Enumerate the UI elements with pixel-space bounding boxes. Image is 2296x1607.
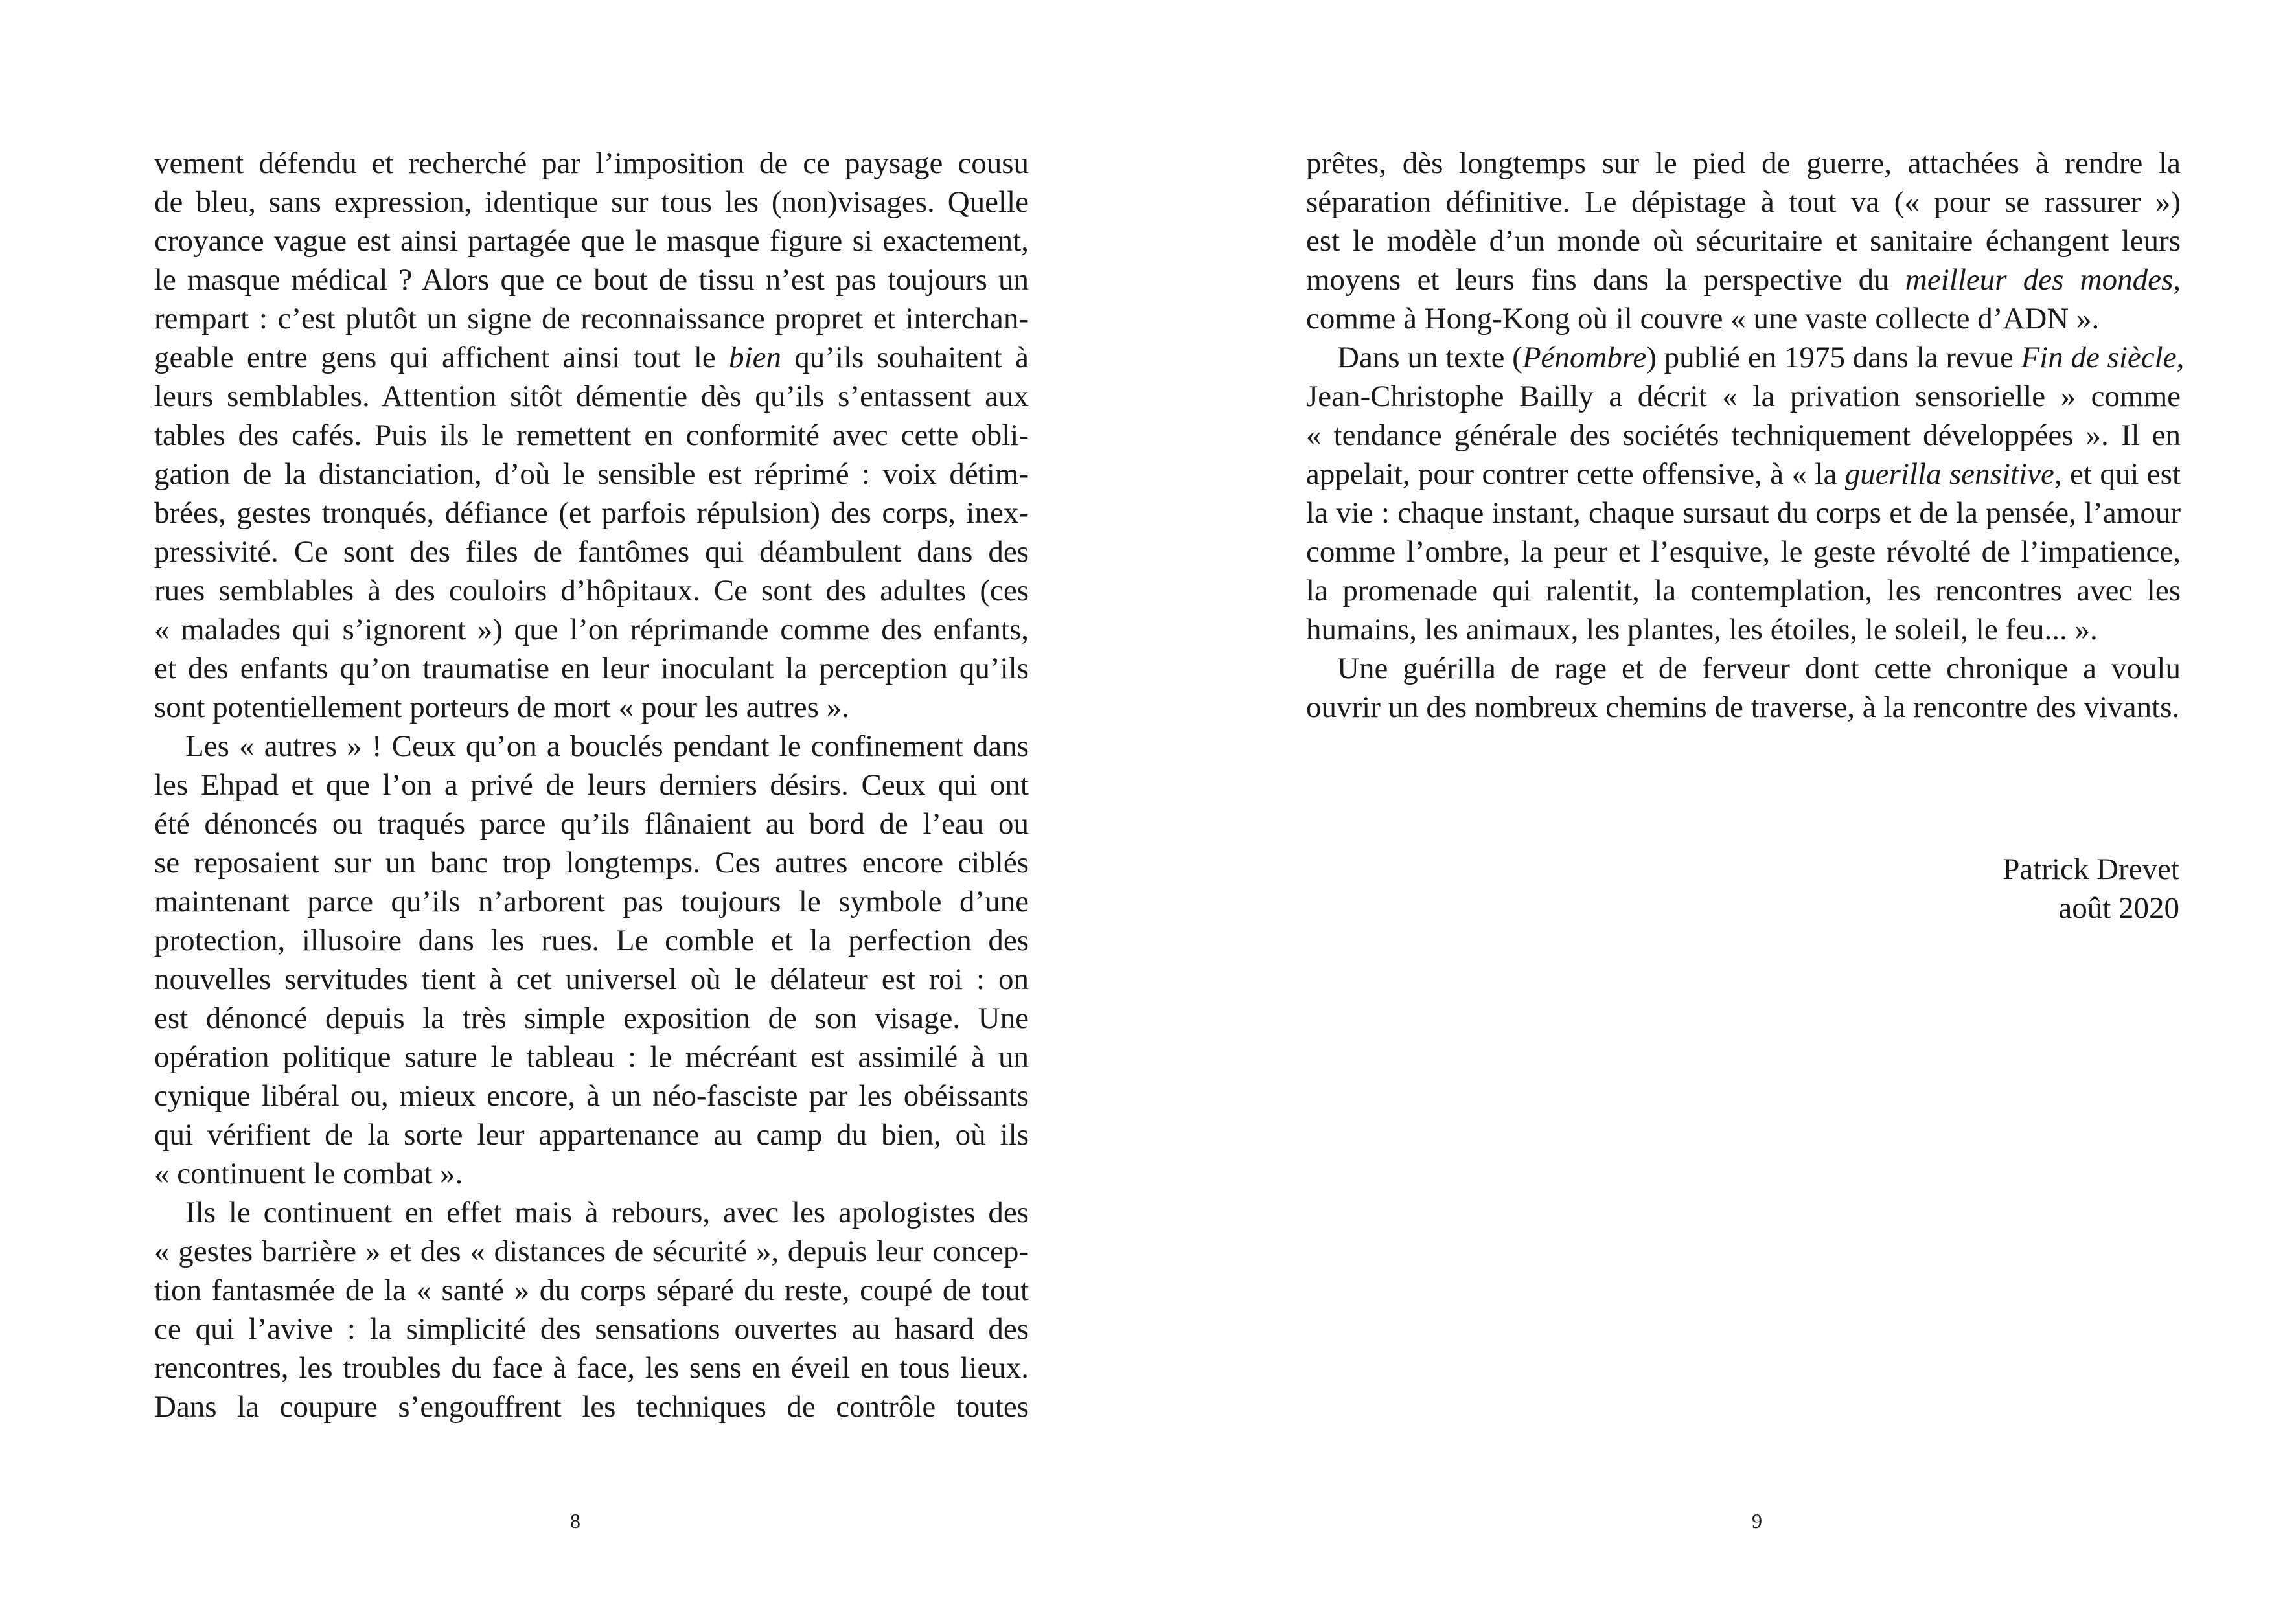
paragraph	[1306, 338, 2185, 649]
text-line: se reposaient sur un banc trop longtemps. Ces autres encore ciblés	[154, 846, 1029, 880]
text-line: moyens et leurs fins dans la perspective du meilleur des mondes,	[1306, 263, 2181, 297]
text-line: de bleu, sans expression, identique sur tous les (non)visages. Quelle	[154, 185, 1029, 219]
paragraph	[154, 727, 1029, 1193]
text-line: appelait, pour contrer cette offensive, à « la guerilla sensitive, et qui est	[1306, 457, 2181, 491]
italic-text: bien	[729, 341, 781, 374]
text-line: le masque médical ? Alors que ce bout de tissu n’est pas toujours un	[154, 263, 1029, 297]
paragraph	[154, 144, 1029, 727]
right-page	[1148, 0, 2296, 1607]
text-line: Dans un texte (Pénombre) publié en 1975 dans la revue Fin de siècle,	[1337, 341, 2185, 374]
page-number-right: 9	[1752, 1509, 1762, 1533]
text-line: protection, illusoire dans les rues. Le comble et la perfection des	[154, 924, 1029, 957]
signature-block	[2003, 850, 2179, 928]
text-line: pressivité. Ce sont des files de fantômes qui déambulent dans des	[154, 535, 1029, 569]
text-line: comme l’ombre, la peur et l’esquive, le geste révolté de l’impatience,	[1306, 535, 2181, 569]
paragraph	[154, 1193, 1029, 1426]
italic-text: Fin de siècle	[2021, 341, 2177, 374]
text-line: la vie : chaque instant, chaque sursaut du corps et de la pensée, l’amour	[1306, 496, 2181, 530]
text-line: séparation définitive. Le dépistage à tout va (« pour se rassurer »)	[1306, 185, 2181, 219]
text-line: « continuent le combat ».	[154, 1157, 463, 1191]
text-line: rempart : c’est plutôt un signe de reconnaissance propret et interchan-	[154, 302, 1029, 336]
paragraph	[1306, 649, 2181, 727]
text-line: ouvrir un des nombreux chemins de traverse, à la rencontre des vivants.	[1306, 690, 2180, 724]
text-line: été dénoncés ou traqués parce qu’ils flânaient au bord de l’eau ou	[154, 807, 1029, 841]
left-page-text	[154, 144, 1029, 1426]
text-line: Les « autres » ! Ceux qu’on a bouclés pendant le confinement dans	[185, 729, 1029, 763]
text-line: Jean-Christophe Bailly a décrit « la privation sensorielle » comme	[1306, 380, 2181, 413]
text-line: vement défendu et recherché par l’imposition de ce paysage cousu	[154, 146, 1029, 180]
text-line: humains, les animaux, les plantes, les étoiles, le soleil, le feu... ».	[1306, 613, 2098, 646]
paragraph	[1306, 144, 2181, 338]
text-line: Dans la coupure s’engouffrent les techniques de contrôle toutes	[154, 1390, 1029, 1424]
text-line: sont potentiellement porteurs de mort « pour les autres ».	[154, 690, 849, 724]
right-page-text	[1306, 144, 2185, 727]
text-line: maintenant parce qu’ils n’arborent pas toujours le symbole d’une	[154, 885, 1029, 918]
text-line: est le modèle d’un monde où sécuritaire et sanitaire échangent leurs	[1306, 224, 2181, 258]
text-line: « malades qui s’ignorent ») que l’on réprimande comme des enfants,	[154, 613, 1029, 646]
text-line: geable entre gens qui affichent ainsi tout le bien qu’ils souhaitent à	[154, 341, 1029, 374]
text-line: est dénoncé depuis la très simple exposition de son visage. Une	[154, 1001, 1029, 1035]
text-line: cynique libéral ou, mieux encore, à un néo-fasciste par les obéissants	[154, 1079, 1029, 1113]
text-line: nouvelles servitudes tient à cet universel où le délateur est roi : on	[154, 963, 1029, 996]
italic-text: Pénombre	[1522, 341, 1647, 374]
text-line: croyance vague est ainsi partagée que le masque figure si exactement,	[154, 224, 1029, 258]
author-name: Patrick Drevet	[2003, 852, 2179, 886]
text-line: et des enfants qu’on traumatise en leur inoculant la perception qu’ils	[154, 652, 1029, 685]
text-line: la promenade qui ralentit, la contemplation, les rencontres avec les	[1306, 574, 2181, 608]
text-line: gation de la distanciation, d’où le sensible est réprimé : voix détim-	[154, 457, 1029, 491]
text-line: Une guérilla de rage et de ferveur dont cette chronique a voulu	[1337, 652, 2181, 685]
text-line: tion fantasmée de la « santé » du corps séparé du reste, coupé de tout	[154, 1273, 1029, 1307]
text-line: rues semblables à des couloirs d’hôpitaux. Ce sont des adultes (ces	[154, 574, 1029, 608]
text-line: « tendance générale des sociétés techniquement développées ». Il en	[1306, 418, 2181, 452]
signature-date: août 2020	[2058, 891, 2179, 925]
text-line: comme à Hong-Kong où il couvre « une vaste collecte d’ADN ».	[1306, 302, 2100, 336]
text-line: prêtes, dès longtemps sur le pied de guerre, attachées à rendre la	[1306, 146, 2181, 180]
text-line: les Ehpad et que l’on a privé de leurs derniers désirs. Ceux qui ont	[154, 768, 1029, 802]
text-line: brées, gestes tronqués, défiance (et parfois répulsion) des corps, inex-	[154, 496, 1029, 530]
page-number-left: 8	[570, 1509, 580, 1533]
text-line: leurs semblables. Attention sitôt démentie dès qu’ils s’entassent aux	[154, 380, 1029, 413]
text-line: ce qui l’avive : la simplicité des sensations ouvertes au hasard des	[154, 1312, 1029, 1346]
text-line: « gestes barrière » et des « distances de sécurité », depuis leur concep-	[154, 1235, 1029, 1268]
text-line: tables des cafés. Puis ils le remettent en conformité avec cette obli-	[154, 418, 1029, 452]
text-line: Ils le continuent en effet mais à rebours, avec les apologistes des	[185, 1196, 1029, 1229]
text-line: qui vérifient de la sorte leur appartenance au camp du bien, où ils	[154, 1118, 1029, 1152]
text-line: opération politique sature le tableau : le mécréant est assimilé à un	[154, 1040, 1029, 1074]
italic-text: guerilla sensitive	[1844, 457, 2054, 491]
italic-text: meilleur des mondes,	[1905, 263, 2181, 297]
text-line: rencontres, les troubles du face à face, les sens en éveil en tous lieux.	[154, 1351, 1029, 1385]
